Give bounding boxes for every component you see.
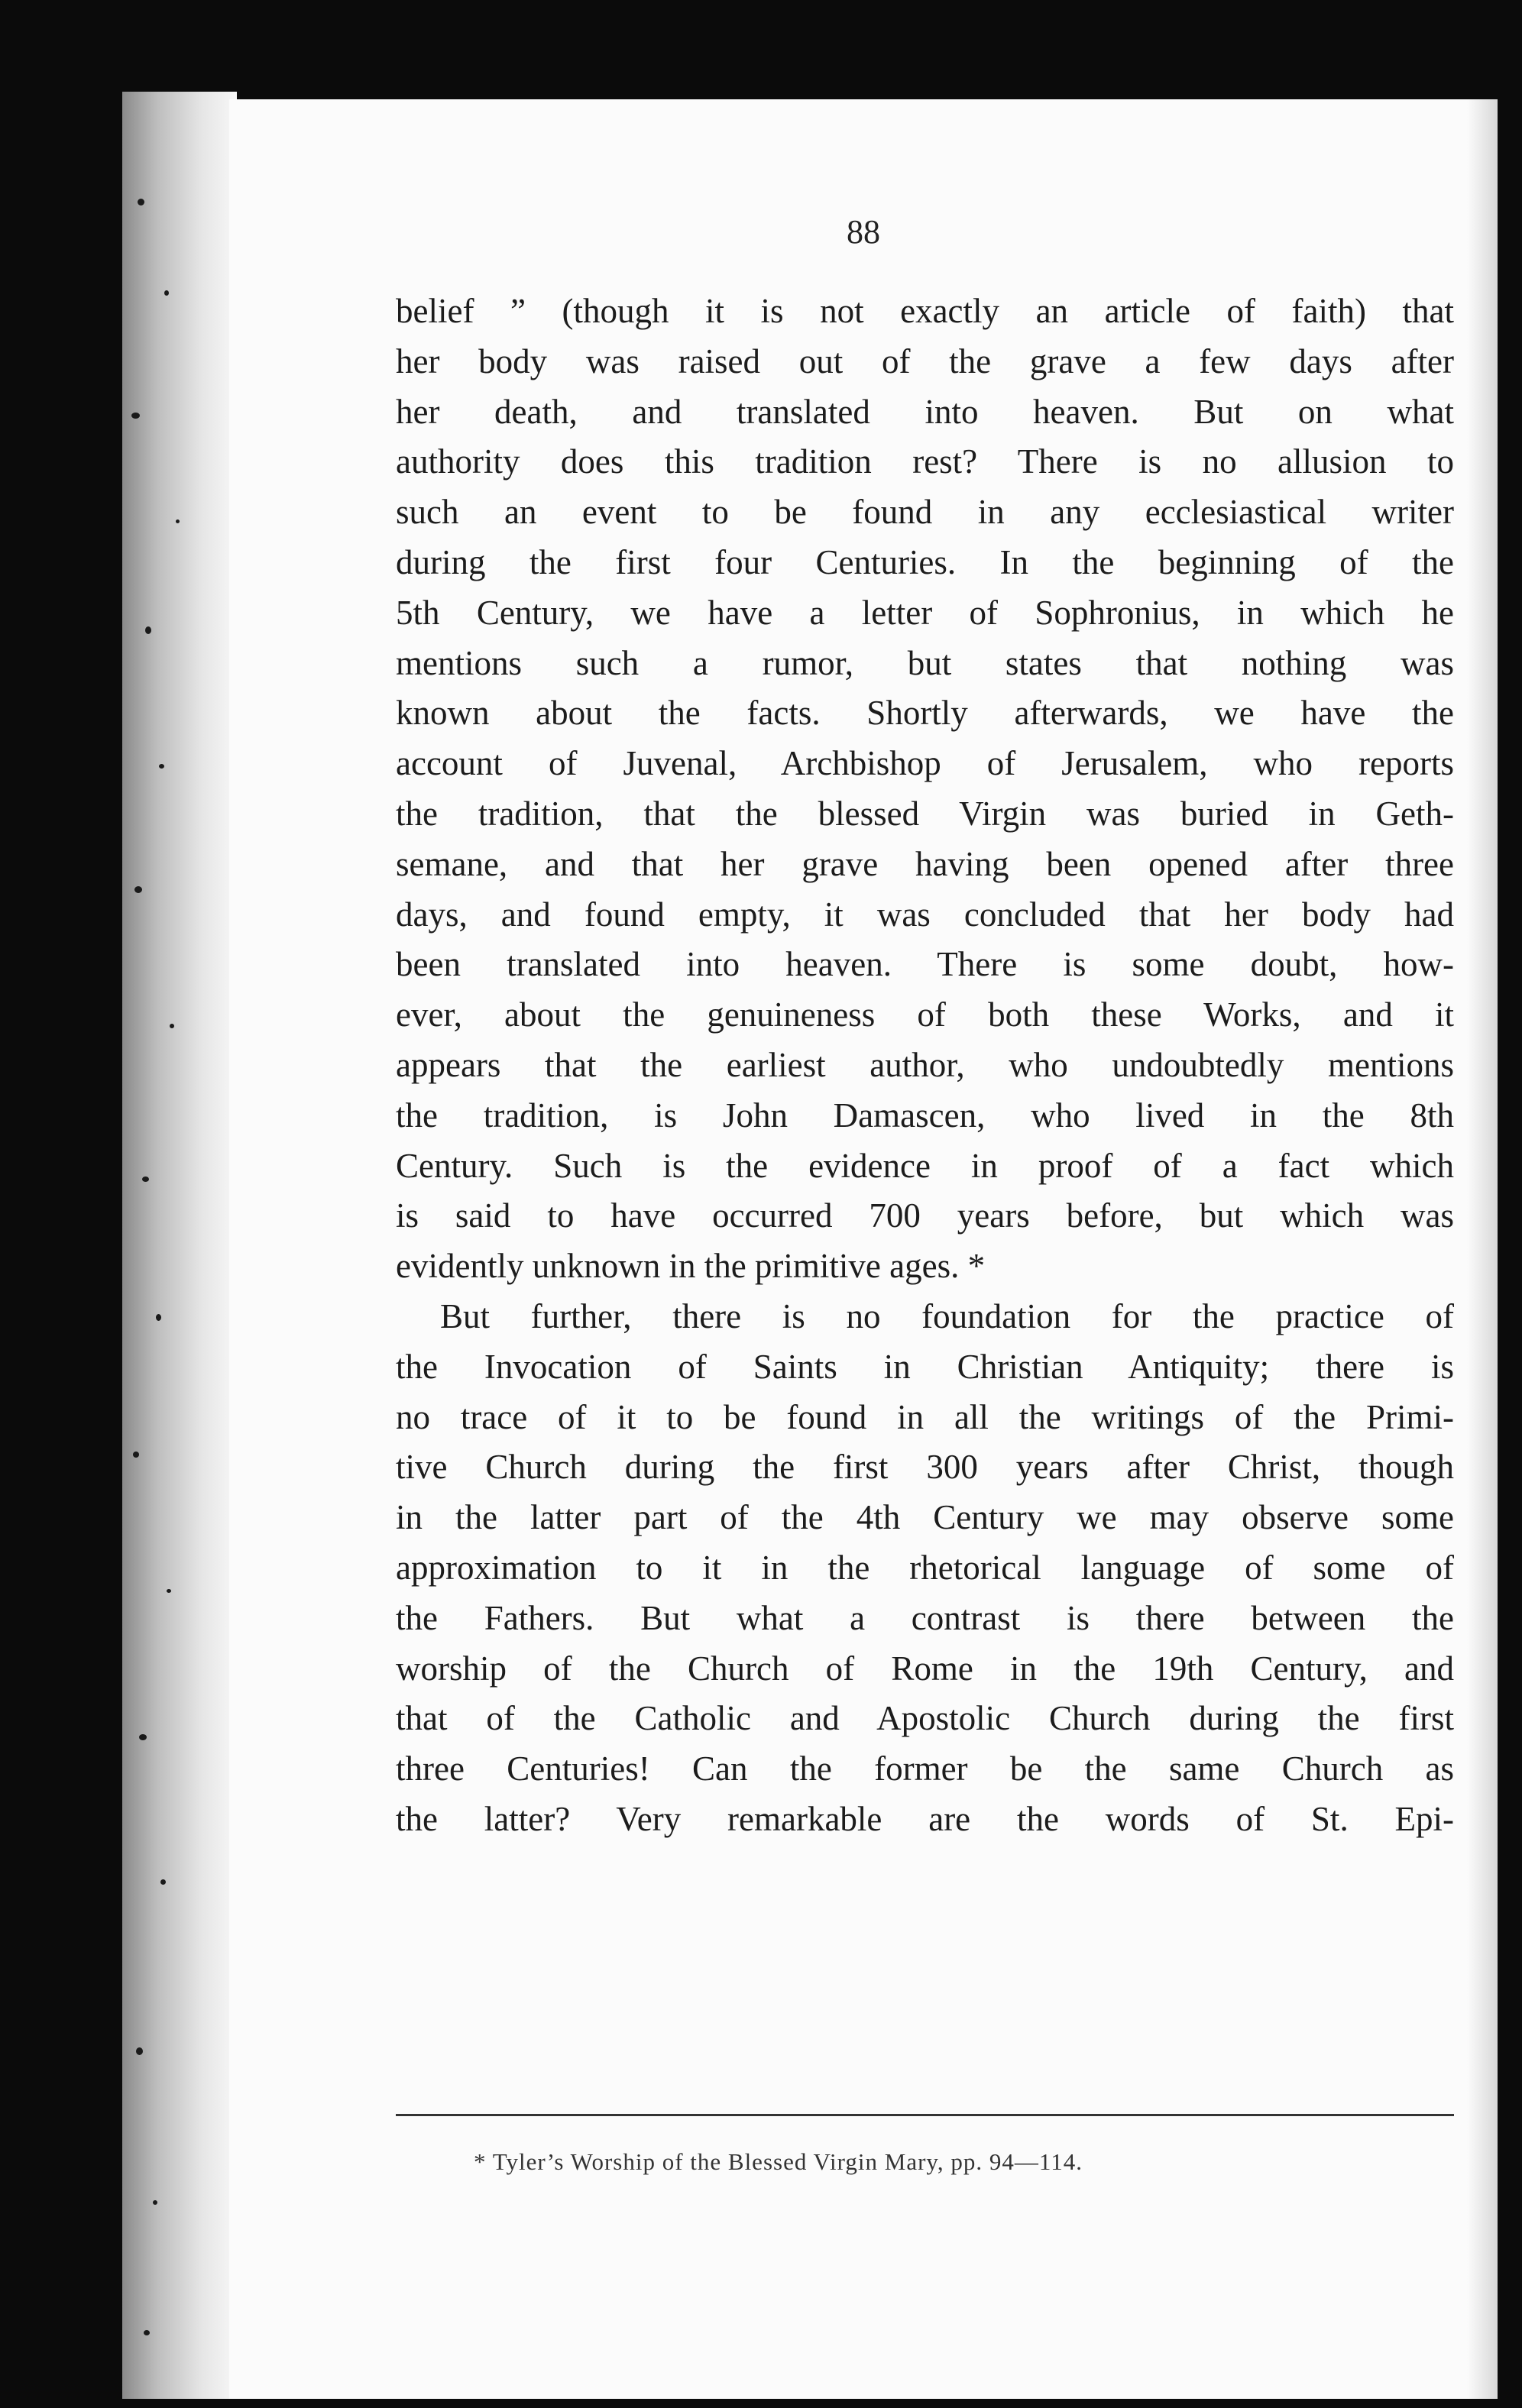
text-line: her death, and translated into heaven. But on what xyxy=(396,392,1454,431)
body-text xyxy=(396,286,1454,1845)
text-line: approximation to it in the rhetorical language of some of xyxy=(396,1548,1454,1587)
text-line: her body was raised out of the grave a few days after xyxy=(396,341,1454,380)
text-line: is said to have occurred 700 years before, but which was xyxy=(396,1196,1454,1235)
text-line: the tradition, that the blessed Virgin was buried in Geth- xyxy=(396,794,1454,833)
ink-speck xyxy=(159,764,164,769)
text-line: known about the facts. Shortly afterwards, we have the xyxy=(396,694,1454,733)
ink-speck xyxy=(133,1452,139,1458)
text-line: three Centuries! Can the former be the same Church as xyxy=(396,1749,1454,1788)
text-line: been translated into heaven. There is some doubt, how- xyxy=(396,945,1454,984)
ink-speck xyxy=(134,886,142,893)
text-line: semane, and that her grave having been opened after three xyxy=(396,844,1454,883)
ink-speck xyxy=(136,2047,143,2055)
text-line: during the first four Centuries. In the beginning of the xyxy=(396,542,1454,581)
text-line: But further, there is no foundation for the practice of xyxy=(440,1296,1454,1335)
footnote: * Tyler’s Worship of the Blessed Virgin Mary, pp. 94—114. xyxy=(474,2148,1083,2175)
paragraph xyxy=(396,1292,1454,1845)
ink-speck xyxy=(139,1734,147,1740)
paragraph-continued xyxy=(396,286,1454,1292)
text-line: mentions such a rumor, but states that nothing was xyxy=(396,643,1454,682)
ink-speck xyxy=(144,2330,150,2335)
text-line: no trace of it to be found in all the writings of the Primi- xyxy=(396,1397,1454,1436)
text-line: authority does this tradition rest? There is no allusion to xyxy=(396,442,1454,481)
ink-speck xyxy=(160,1879,166,1885)
text-line: in the latter part of the 4th Century we may observe some xyxy=(396,1498,1454,1537)
text-line: the tradition, is John Damascen, who lived in the 8th xyxy=(396,1096,1454,1134)
footnote-divider xyxy=(396,2114,1454,2116)
book-page xyxy=(229,99,1498,2399)
book-gutter xyxy=(122,92,237,2399)
text-line: ever, about the genuineness of both these Works, and it xyxy=(396,995,1454,1034)
ink-speck xyxy=(131,413,140,419)
ink-speck xyxy=(142,1176,149,1182)
text-line: evidently unknown in the primitive ages. * xyxy=(396,1247,986,1286)
ink-speck xyxy=(164,290,169,296)
text-line: belief ” (though it is not exactly an article of faith) that xyxy=(396,292,1454,330)
text-line: the latter? Very remarkable are the words of St. Epi- xyxy=(396,1799,1454,1838)
ink-speck xyxy=(170,1024,174,1028)
page-edge-shadow xyxy=(1467,99,1498,2399)
text-line: days, and found empty, it was concluded that her body had xyxy=(396,895,1454,934)
text-line: the Invocation of Saints in Christian Antiquity; there is xyxy=(396,1347,1454,1386)
text-line: appears that the earliest author, who undoubtedly mentions xyxy=(396,1045,1454,1084)
ink-speck xyxy=(167,1589,171,1593)
ink-speck xyxy=(176,519,180,523)
text-line: the Fathers. But what a contrast is there between the xyxy=(396,1598,1454,1637)
page-number: 88 xyxy=(847,213,880,251)
text-line: tive Church during the first 300 years after Christ, though xyxy=(396,1448,1454,1487)
text-line: such an event to be found in any ecclesiastical writer xyxy=(396,493,1454,532)
text-line: account of Juvenal, Archbishop of Jerusalem, who reports xyxy=(396,744,1454,783)
ink-speck xyxy=(153,2200,157,2205)
text-line: that of the Catholic and Apostolic Church during the first xyxy=(396,1699,1454,1738)
ink-speck xyxy=(138,199,144,206)
text-line: worship of the Church of Rome in the 19th Century, and xyxy=(396,1649,1454,1688)
text-line: Century. Such is the evidence in proof of a fact which xyxy=(396,1146,1454,1185)
ink-speck xyxy=(145,626,151,634)
text-line: 5th Century, we have a letter of Sophronius, in which he xyxy=(396,593,1454,632)
ink-speck xyxy=(156,1314,161,1321)
